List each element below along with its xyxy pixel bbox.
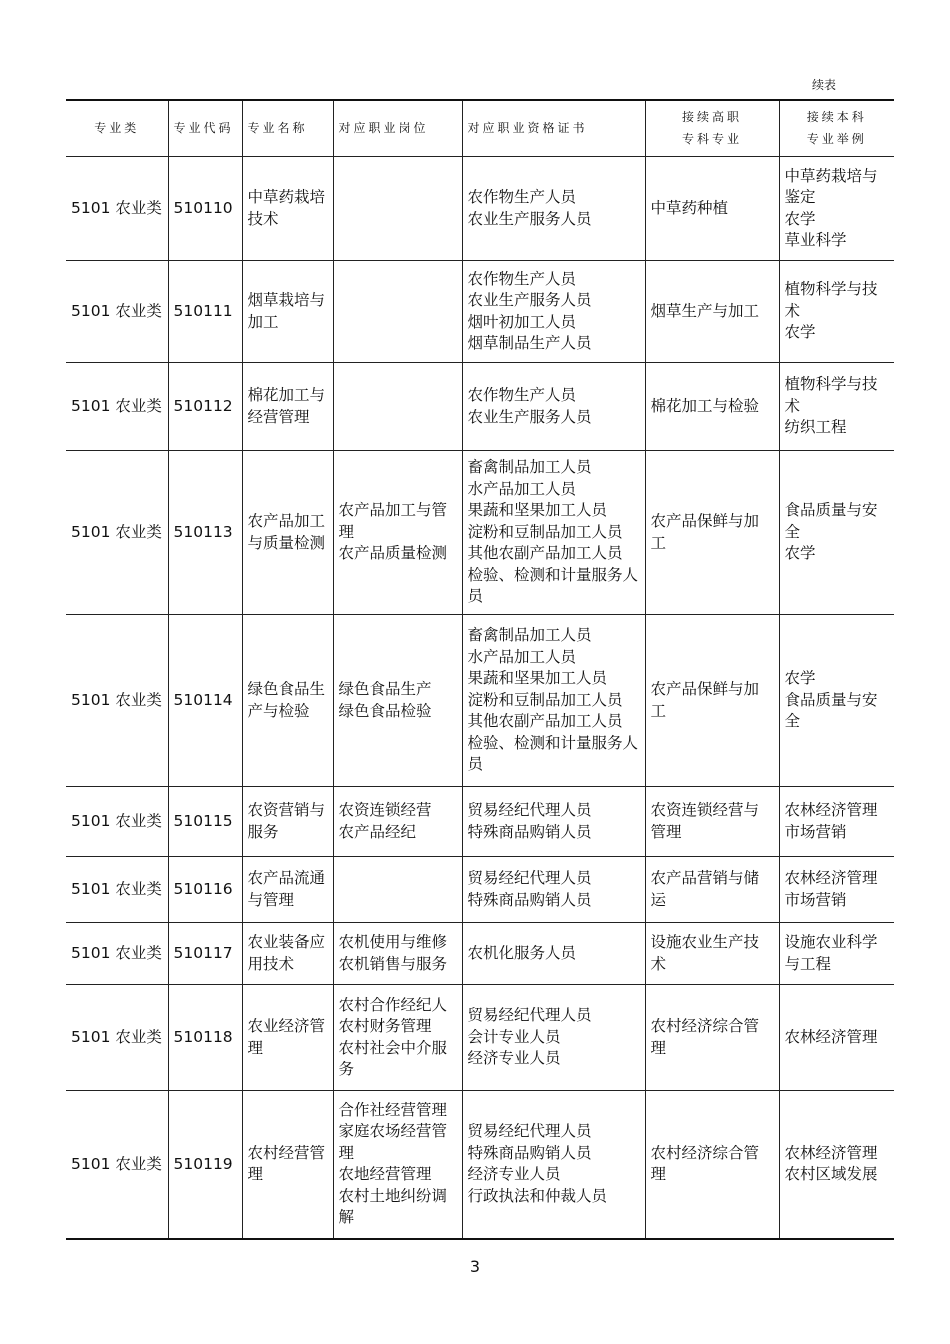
major-code: 510110	[168, 157, 242, 261]
major-category: 5101 农业类	[66, 615, 168, 787]
occupation-line: 淀粉和豆制品加工人员	[467, 522, 623, 541]
occupations	[462, 363, 645, 451]
occupation-line: 检验、检测和计量服务人员	[467, 733, 639, 774]
undergrad-majors	[779, 985, 894, 1091]
table-row	[66, 261, 894, 363]
major-code: 510118	[168, 985, 242, 1091]
header-occupations: 对应职业资格证书	[462, 100, 645, 157]
occupation-line: 农业生产服务人员	[467, 291, 592, 309]
undergrad-line: 市场营销	[784, 822, 847, 841]
direction-line: 农机使用与维修	[338, 933, 448, 951]
table-row	[66, 157, 894, 261]
undergrad-line: 纺织工程	[784, 418, 847, 437]
higher-vocational-major: 中草药种植	[645, 157, 779, 261]
undergrad-majors	[779, 451, 894, 615]
direction-line: 农资连锁经营	[338, 801, 432, 819]
table-row	[66, 451, 894, 615]
direction-line: 绿色食品生产	[338, 680, 432, 698]
undergrad-line: 植物科学与技术	[784, 280, 878, 320]
occupation-line: 行政执法和仲裁人员	[467, 1186, 608, 1205]
occupations	[462, 857, 645, 923]
table-header-row	[66, 100, 894, 157]
major-category: 5101 农业类	[66, 787, 168, 857]
professional-directions	[333, 923, 462, 985]
occupation-line: 特殊商品购销人员	[467, 890, 592, 909]
occupations	[462, 451, 645, 615]
table-row	[66, 857, 894, 923]
table-row	[66, 615, 894, 787]
major-code: 510111	[168, 261, 242, 363]
higher-vocational-major: 农村经济综合管理	[645, 1091, 779, 1239]
table-row	[66, 1091, 894, 1239]
undergrad-line: 中草药栽培与鉴定	[784, 166, 878, 206]
direction-line: 绿色食品检验	[338, 701, 432, 720]
occupation-line: 烟叶初加工人员	[467, 312, 577, 331]
major-name: 农产品流通与管理	[242, 857, 333, 923]
occupation-line: 贸易经纪代理人员	[467, 1006, 592, 1025]
occupation-line: 农作物生产人员	[467, 188, 577, 206]
major-category: 5101 农业类	[66, 857, 168, 923]
undergrad-line: 农林经济管理	[784, 869, 878, 887]
undergrad-line: 市场营销	[784, 890, 847, 909]
occupation-line: 会计专业人员	[467, 1027, 561, 1046]
undergrad-majors	[779, 157, 894, 261]
occupations	[462, 1091, 645, 1239]
occupation-line: 检验、检测和计量服务人员	[467, 565, 639, 606]
occupation-line: 农机化服务人员	[467, 943, 577, 962]
major-category: 5101 农业类	[66, 923, 168, 985]
undergrad-line: 植物科学与技术	[784, 375, 878, 415]
undergrad-line: 农林经济管理	[784, 801, 878, 819]
major-name: 农业经济管理	[242, 985, 333, 1091]
occupation-line: 其他农副产品加工人员	[467, 544, 623, 563]
undergrad-majors	[779, 1091, 894, 1239]
direction-line: 合作社经营管理	[338, 1100, 448, 1119]
major-code: 510114	[168, 615, 242, 787]
professional-directions	[333, 615, 462, 787]
undergrad-line: 农林经济管理	[784, 1027, 878, 1046]
major-name: 农业装备应用技术	[242, 923, 333, 985]
professional-directions	[333, 157, 462, 261]
table-row	[66, 787, 894, 857]
occupation-line: 农业生产服务人员	[467, 407, 592, 426]
direction-line: 农村财务管理	[338, 1017, 432, 1035]
occupation-line: 农作物生产人员	[467, 269, 577, 288]
direction-line: 农产品质量检测	[338, 544, 448, 563]
table-row	[66, 363, 894, 451]
major-category: 5101 农业类	[66, 985, 168, 1091]
major-code: 510116	[168, 857, 242, 923]
direction-line: 农村土地纠纷调解	[338, 1186, 448, 1227]
undergrad-line: 农学	[784, 544, 816, 563]
undergrad-line: 食品质量与安全	[784, 501, 878, 541]
occupation-line: 经济专业人员	[467, 1165, 561, 1184]
undergrad-line: 设施农业科学与工程	[784, 933, 878, 973]
undergrad-line: 食品质量与安全	[784, 690, 878, 731]
major-code: 510115	[168, 787, 242, 857]
header-name: 专业名称	[242, 100, 333, 157]
occupations	[462, 787, 645, 857]
occupation-line: 水产品加工人员	[467, 479, 577, 498]
direction-line: 农产品经纪	[338, 822, 417, 841]
major-name: 烟草栽培与加工	[242, 261, 333, 363]
major-name: 农产品加工与质量检测	[242, 451, 333, 615]
occupation-line: 畜禽制品加工人员	[467, 626, 592, 645]
major-name: 农资营销与服务	[242, 787, 333, 857]
undergrad-majors	[779, 857, 894, 923]
direction-line: 农地经营管理	[338, 1165, 432, 1184]
professional-directions	[333, 985, 462, 1091]
undergrad-majors	[779, 363, 894, 451]
occupation-line: 果蔬和坚果加工人员	[467, 501, 608, 520]
page-number: 3	[469, 1257, 481, 1276]
occupation-line: 烟草制品生产人员	[467, 334, 592, 352]
higher-vocational-major: 棉花加工与检验	[645, 363, 779, 451]
direction-line: 农机销售与服务	[338, 954, 448, 973]
header-higher-vocational: 接续高职 专科专业	[645, 100, 779, 157]
undergrad-line: 农学	[784, 323, 816, 342]
occupation-line: 其他农副产品加工人员	[467, 712, 623, 731]
occupation-line: 水产品加工人员	[467, 647, 577, 666]
occupations	[462, 261, 645, 363]
direction-line: 农村合作经纪人	[338, 995, 448, 1014]
major-code: 510112	[168, 363, 242, 451]
undergrad-line: 农学	[784, 209, 816, 228]
undergrad-majors	[779, 261, 894, 363]
major-name: 农村经营管理	[242, 1091, 333, 1239]
major-category: 5101 农业类	[66, 157, 168, 261]
header-undergrad: 接续本科 专业举例	[779, 100, 894, 157]
undergrad-majors	[779, 923, 894, 985]
higher-vocational-major: 设施农业生产技术	[645, 923, 779, 985]
major-code: 510117	[168, 923, 242, 985]
undergrad-line: 农村区域发展	[784, 1165, 878, 1184]
professional-directions	[333, 787, 462, 857]
table-row	[66, 923, 894, 985]
undergrad-line: 农林经济管理	[784, 1143, 878, 1162]
occupation-line: 果蔬和坚果加工人员	[467, 669, 608, 688]
occupation-line: 特殊商品购销人员	[467, 822, 592, 841]
undergrad-line: 草业科学	[784, 231, 847, 249]
major-category: 5101 农业类	[66, 1091, 168, 1239]
occupation-line: 农作物生产人员	[467, 386, 577, 404]
higher-vocational-major: 农产品营销与储运	[645, 857, 779, 923]
major-category: 5101 农业类	[66, 451, 168, 615]
major-code: 510113	[168, 451, 242, 615]
occupation-line: 贸易经纪代理人员	[467, 801, 592, 819]
major-name: 绿色食品生产与检验	[242, 615, 333, 787]
professional-directions	[333, 451, 462, 615]
professional-directions	[333, 1091, 462, 1239]
occupation-line: 农业生产服务人员	[467, 209, 592, 228]
occupation-line: 畜禽制品加工人员	[467, 458, 592, 477]
header-category: 专业类	[66, 100, 168, 157]
occupation-line: 淀粉和豆制品加工人员	[467, 690, 623, 709]
header-directions: 对应职业岗位	[333, 100, 462, 157]
direction-line: 农村社会中介服务	[338, 1038, 448, 1078]
professional-directions	[333, 857, 462, 923]
occupations	[462, 157, 645, 261]
table-body	[66, 157, 894, 1239]
professional-directions	[333, 363, 462, 451]
undergrad-line: 农学	[784, 669, 816, 688]
occupations	[462, 923, 645, 985]
undergrad-majors	[779, 615, 894, 787]
major-catalog-table	[66, 99, 894, 1240]
higher-vocational-major: 农资连锁经营与管理	[645, 787, 779, 857]
higher-vocational-major: 农产品保鲜与加工	[645, 451, 779, 615]
header-code: 专业代码	[168, 100, 242, 157]
direction-line: 农产品加工与管理	[338, 501, 448, 541]
continued-label: 续表	[812, 78, 837, 92]
major-category: 5101 农业类	[66, 261, 168, 363]
direction-line: 家庭农场经营管理	[338, 1122, 448, 1162]
major-name: 棉花加工与经营管理	[242, 363, 333, 451]
higher-vocational-major: 农村经济综合管理	[645, 985, 779, 1091]
occupation-line: 特殊商品购销人员	[467, 1143, 592, 1162]
major-category: 5101 农业类	[66, 363, 168, 451]
occupation-line: 贸易经纪代理人员	[467, 869, 592, 887]
higher-vocational-major: 农产品保鲜与加工	[645, 615, 779, 787]
occupation-line: 贸易经纪代理人员	[467, 1122, 592, 1141]
professional-directions	[333, 261, 462, 363]
undergrad-majors	[779, 787, 894, 857]
table-row	[66, 985, 894, 1091]
major-code: 510119	[168, 1091, 242, 1239]
major-name: 中草药栽培技术	[242, 157, 333, 261]
occupations	[462, 615, 645, 787]
higher-vocational-major: 烟草生产与加工	[645, 261, 779, 363]
occupations	[462, 985, 645, 1091]
occupation-line: 经济专业人员	[467, 1049, 561, 1068]
